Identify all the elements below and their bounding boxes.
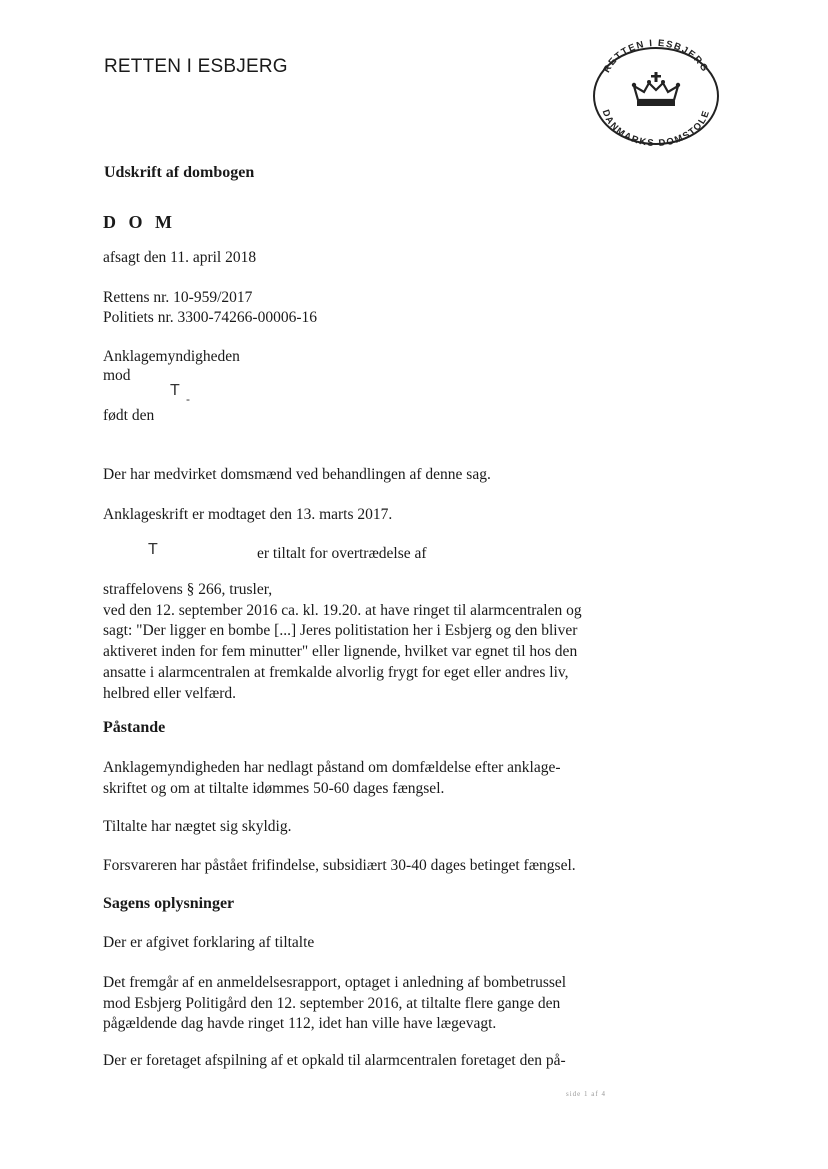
claims-heading: Påstande [103, 719, 166, 736]
charge-line: sagt: "Der ligger en bombe [...] Jeres politistation her i Esbjerg og den bliver [103, 622, 578, 640]
case-number: Rettens nr. 10-959/2017 [103, 289, 253, 306]
footer-mark: side 1 af 4 [566, 1090, 606, 1098]
report-paragraph [103, 973, 623, 1035]
crown-icon [632, 72, 680, 106]
defense-paragraph: Forsvareren har påstået frifindelse, subsidiært 30-40 dages betinget fængsel. [103, 857, 576, 874]
redaction-dash: - [186, 392, 190, 406]
jury-paragraph: Der har medvirket domsmænd ved behandlingen af denne sag. [103, 466, 491, 483]
redacted-name-mark: T [170, 382, 180, 399]
claims-paragraph [103, 758, 623, 799]
playback-paragraph: Der er foretaget afspilning af et opkald til alarmcentralen foretaget den på- [103, 1052, 566, 1069]
police-number: Politiets nr. 3300-74266-00006-16 [103, 309, 317, 326]
plea-paragraph: Tiltalte har nægtet sig skyldig. [103, 818, 292, 835]
claims-line: skriftet og om at tiltalte idømmes 50-60 dages fængsel. [103, 779, 445, 797]
court-name: RETTEN I ESBJERG [104, 56, 288, 77]
statement-paragraph: Der er afgivet forklaring af tiltalte [103, 934, 315, 951]
charge-line: aktiveret inden for fem minutter" eller lignende, hvilket var egnet til hos den [103, 643, 578, 661]
court-seal [588, 38, 724, 150]
born-label: født den [103, 407, 155, 424]
charge-line: ved den 12. september 2016 ca. kl. 19.20. at have ringet til alarmcentralen og [103, 601, 582, 619]
charge-paragraph [103, 580, 623, 704]
charge-line: ansatte i alarmcentralen at fremkalde alvorlig frygt for eget eller andres liv, [103, 663, 569, 681]
claims-line: Anklagemyndigheden har nedlagt påstand om domfældelse efter anklage- [103, 759, 561, 776]
charged-text: er tiltalt for overtrædelse af [257, 545, 427, 562]
seal-bottom-text: DANMARKS DOMSTOLE [599, 108, 713, 150]
date-line: afsagt den 11. april 2018 [103, 249, 257, 266]
facts-heading: Sagens oplysninger [103, 895, 235, 912]
charge-line: straffelovens § 266, trusler, [103, 581, 273, 598]
svg-text:DANMARKS DOMSTOLE [600, 108, 713, 149]
report-line: pågældende dag havde ringet 112, idet han ville have lægevagt. [103, 1015, 497, 1033]
redacted-defendant-mark: T [148, 541, 158, 558]
versus-label: mod [103, 367, 131, 384]
report-line: mod Esbjerg Politigård den 12. september 2016, at tiltalte flere gange den [103, 994, 561, 1012]
indictment-paragraph: Anklageskrift er modtaget den 13. marts 2017. [103, 506, 393, 523]
seal-top-text: RETTEN I ESBJERG [601, 38, 711, 75]
document-subtitle: Udskrift af dombogen [104, 164, 255, 181]
report-line: Det fremgår af en anmeldelsesrapport, optaget i anledning af bombetrussel [103, 974, 567, 991]
charge-line: helbred eller velfærd. [103, 684, 236, 702]
prosecution-party: Anklagemyndigheden [103, 348, 240, 365]
svg-text:RETTEN I ESBJERG [601, 38, 710, 75]
document-title: D O M [103, 212, 176, 232]
